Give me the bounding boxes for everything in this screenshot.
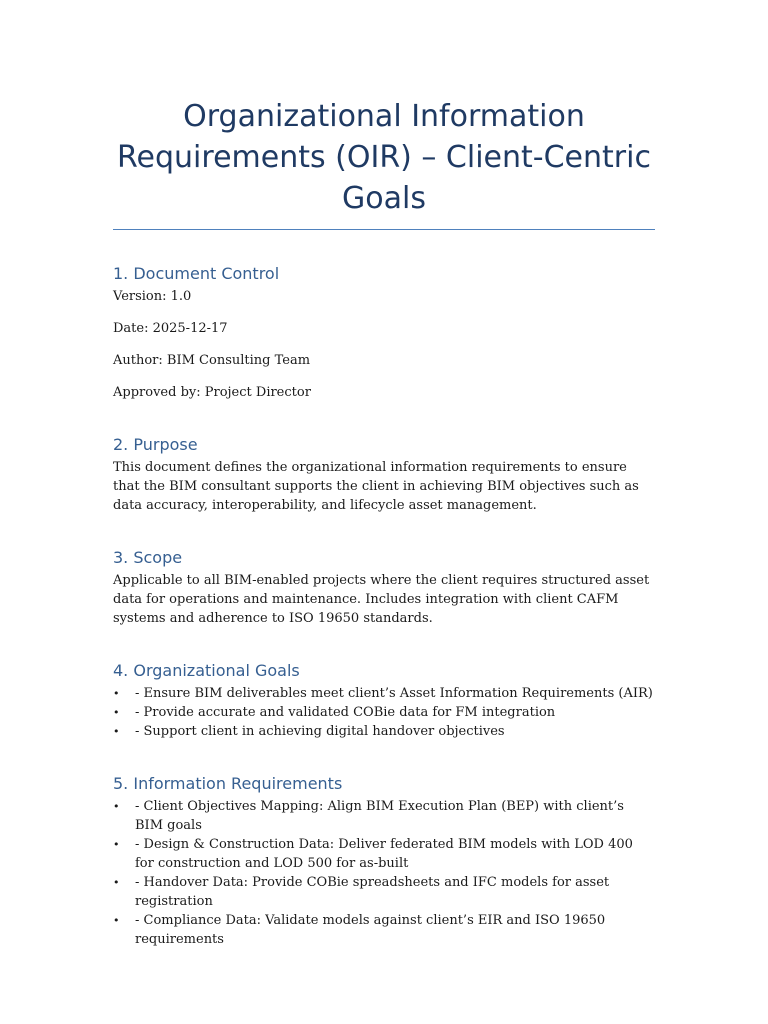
bullet-icon: • — [113, 914, 120, 927]
list-item — [113, 684, 655, 703]
version-line: Version: 1.0 — [113, 289, 192, 304]
section-purpose — [113, 434, 655, 515]
section-heading: 5. Information Requirements — [113, 774, 343, 793]
list-item — [113, 722, 655, 741]
list-item-text: - Ensure BIM deliverables meet client’s Asset Information Requirements (AIR) — [135, 686, 653, 701]
section-heading: 3. Scope — [113, 548, 183, 567]
list-item-text: - Support client in achieving digital handover objectives — [135, 724, 505, 739]
bullet-icon: • — [113, 876, 120, 889]
list-item-text: - Handover Data: Provide COBie spreadsheets and IFC models for asset registration — [135, 875, 610, 909]
section-organizational-goals — [113, 660, 655, 741]
bullet-icon: • — [113, 800, 120, 813]
list-item — [113, 835, 655, 873]
bullet-icon: • — [113, 706, 120, 719]
requirements-list — [113, 797, 655, 949]
purpose-text: This document defines the organizational information requirements to ensure that the BIM consultant supports the client in achieving BIM objectives such as data accuracy, interoperability, and lifecycle asset management. — [113, 460, 639, 513]
list-item — [113, 797, 655, 835]
bullet-icon: • — [113, 725, 120, 738]
section-heading: 4. Organizational Goals — [113, 661, 300, 680]
title-divider — [113, 229, 655, 230]
section-information-requirements — [113, 773, 655, 949]
document-title: Organizational Information Requirements (OIR) – Client-Centric Goals — [117, 99, 651, 216]
list-item-text: - Design & Construction Data: Deliver federated BIM models with LOD 400 for construction and LOD 500 for as-built — [135, 837, 633, 871]
bullet-icon: • — [113, 687, 120, 700]
document-page — [113, 90, 655, 949]
author-line: Author: BIM Consulting Team — [113, 353, 311, 368]
section-heading: 1. Document Control — [113, 264, 280, 283]
list-item — [113, 703, 655, 722]
list-item — [113, 911, 655, 949]
section-scope — [113, 547, 655, 628]
list-item-text: - Client Objectives Mapping: Align BIM Execution Plan (BEP) with client’s BIM goals — [135, 799, 624, 833]
bullet-icon: • — [113, 838, 120, 851]
approved-by-line: Approved by: Project Director — [113, 385, 311, 400]
scope-text: Applicable to all BIM-enabled projects where the client requires structured asset data for operations and maintenance. Includes integration with client CAFM systems and adherence to ISO 19650 standards. — [113, 573, 650, 626]
list-item-text: - Compliance Data: Validate models against client’s EIR and ISO 19650 requirements — [135, 913, 606, 947]
date-line: Date: 2025-12-17 — [113, 321, 228, 336]
section-document-control — [113, 263, 655, 402]
list-item-text: - Provide accurate and validated COBie data for FM integration — [135, 705, 556, 720]
list-item — [113, 873, 655, 911]
section-heading: 2. Purpose — [113, 435, 198, 454]
goals-list — [113, 684, 655, 741]
